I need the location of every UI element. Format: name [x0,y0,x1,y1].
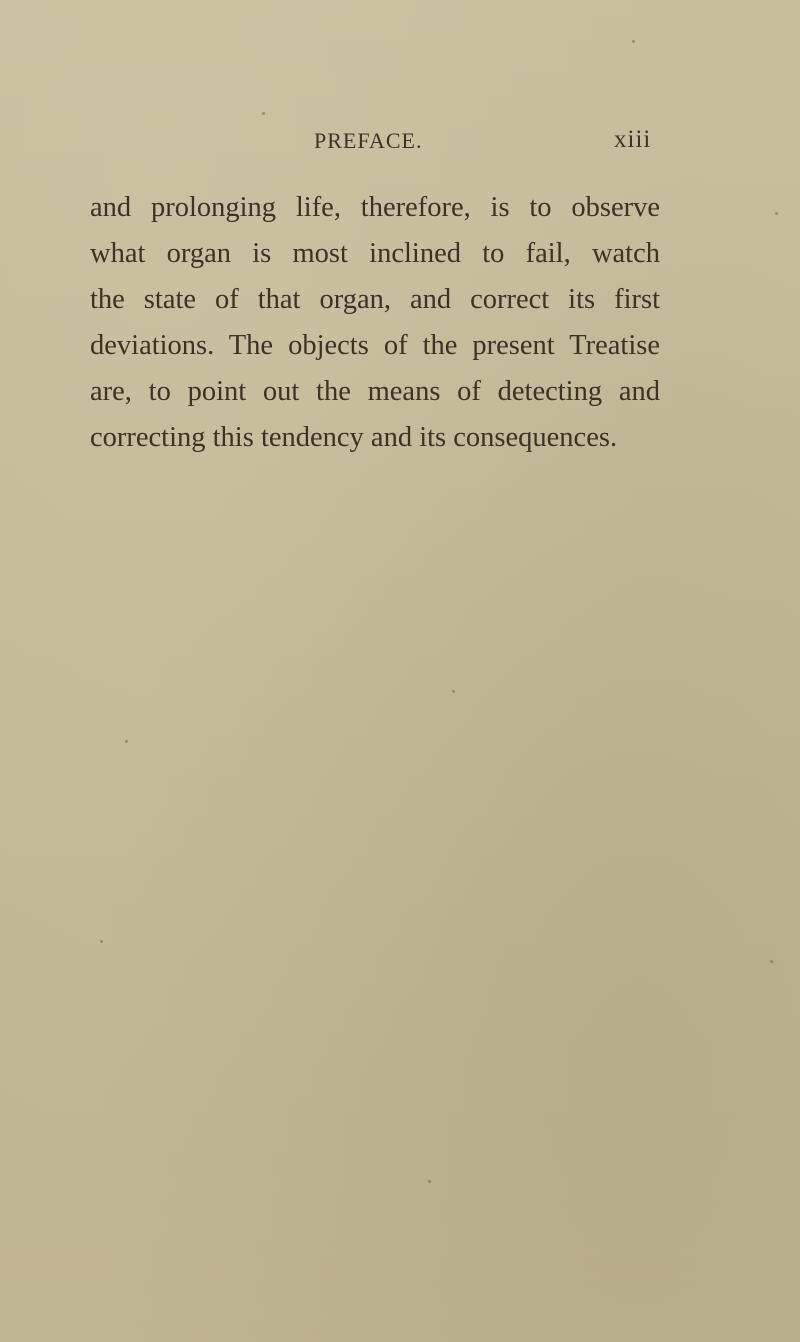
paper-speck [428,1180,431,1183]
paper-speck [632,40,635,43]
paper-speck [452,690,455,693]
text-line: the state of that organ, and correct its first [90,284,660,315]
paper-speck [770,960,773,963]
text-line: what organ is most inclined to fail, watch [90,238,660,269]
text-line: and prolonging life, therefore, is to observe [90,192,660,223]
paper-speck [125,740,128,743]
text-line: correcting this tendency and its consequences. [90,422,618,453]
paper-speck [775,212,778,215]
text-line: are, to point out the means of detecting and [90,376,660,407]
paper-speck [100,940,103,943]
paper-speck [262,112,265,115]
text-line: deviations. The objects of the present Treatise [90,330,660,361]
page-number: xiii [614,126,652,153]
body-paragraph [90,185,660,461]
running-head [0,128,800,168]
running-title: PREFACE. [314,128,423,153]
